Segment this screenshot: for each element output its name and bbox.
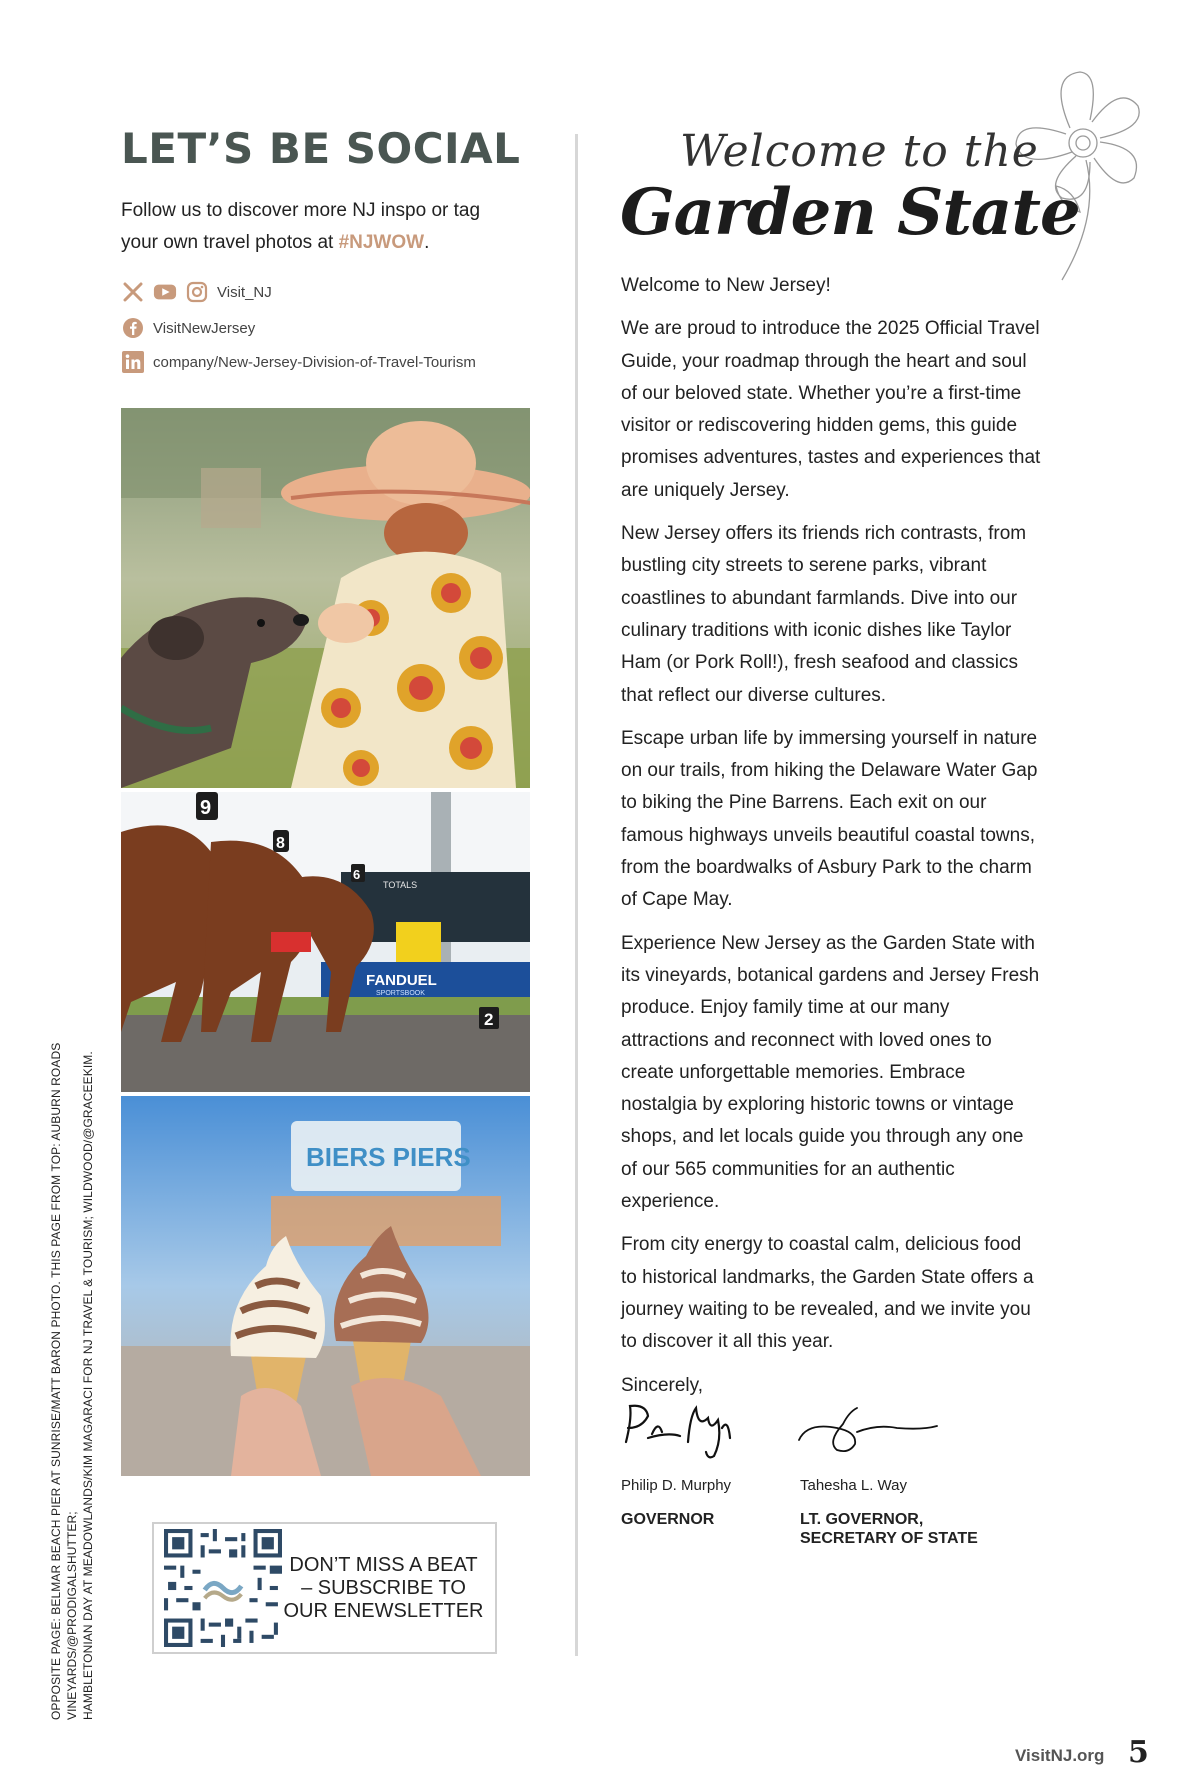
photo-harness-racing — [121, 792, 530, 1092]
horse-number-9: 9 — [200, 797, 212, 819]
instagram-icon[interactable] — [185, 280, 209, 304]
newsletter-subscribe-box[interactable] — [152, 1522, 497, 1654]
horse-number-8: 8 — [276, 835, 285, 852]
social-intro-text: Follow us to discover more NJ inspo or tag your own travel photos at — [121, 200, 481, 253]
photo-credit — [48, 880, 96, 1720]
signatory-title-line-1: LT. GOVERNOR, — [800, 1511, 924, 1528]
signatory-title-line-2: SECRETARY OF STATE — [800, 1530, 978, 1547]
signatory-name: Tahesha L. Way — [800, 1477, 907, 1494]
letter-closing: Sincerely, — [621, 1374, 704, 1396]
facebook-handle[interactable]: VisitNewJersey — [153, 319, 256, 337]
linkedin-handle[interactable]: company/New-Jersey-Division-of-Travel-Tourism — [153, 353, 476, 371]
totals-sign: TOTALS — [383, 880, 418, 890]
garden-state-title: Garden State — [620, 175, 1080, 250]
page-number: 5 — [1128, 1735, 1149, 1770]
way-signature — [797, 1402, 947, 1458]
fanduel-sign: FANDUEL — [366, 972, 437, 989]
column-divider — [575, 134, 578, 1656]
fanduel-sub-sign: SPORTSBOOK — [376, 990, 425, 997]
x-icon[interactable] — [121, 280, 145, 304]
photo-credit-line-2: HAMBLETONIAN DAY AT MEADOWLANDS/KIM MAGARACI FOR NJ TRAVEL & TOURISM; WILDWOOD/@GRACEEKIM. — [81, 1051, 95, 1720]
letter-paragraph: We are proud to introduce the 2025 Official Travel Guide, your roadmap through the heart and soul of our beloved state. Whether you’re a first-time visitor or rediscovering hidden gems, this guide promises adventures, tastes and experiences that are uniquely Jersey. — [621, 318, 1041, 501]
biers-piers-sign: BIERS PIERS — [306, 1142, 471, 1172]
social-intro-end: . — [424, 232, 430, 253]
letter-paragraph: Experience New Jersey as the Garden State with its vineyards, botanical gardens and Jersey Fresh produce. Enjoy family time at our many attractions and reconnect with loved ones to create unforgettable memories. Embrace nostalgia by exploring historic towns or vintage shops, and let locals guide you through any one of our 565 communities for an authentic experience. — [621, 932, 1040, 1213]
linkedin-icon[interactable] — [121, 350, 145, 374]
hashtag-link[interactable]: #NJWOW — [338, 232, 425, 253]
social-row-visit-nj[interactable] — [121, 280, 272, 304]
facebook-icon[interactable] — [121, 316, 145, 340]
photo-ice-cream-cones — [121, 1096, 530, 1476]
social-intro — [121, 195, 501, 259]
instagram-handle[interactable]: Visit_NJ — [217, 283, 272, 301]
letter-greeting: Welcome to New Jersey! — [621, 275, 831, 296]
welcome-letter — [621, 270, 1041, 1413]
horse-number-6: 6 — [353, 867, 361, 882]
murphy-signature — [618, 1398, 748, 1462]
social-heading: LET’S BE SOCIAL — [121, 124, 521, 173]
photo-child-with-dog — [121, 408, 530, 788]
welcome-script-heading: Welcome to the — [680, 126, 1039, 177]
newsletter-cta-text[interactable]: DON’T MISS A BEAT – SUBSCRIBE TO OUR ENEWSLETTER — [283, 1553, 484, 1622]
social-row-facebook[interactable] — [121, 316, 255, 340]
horse-number-2: 2 — [484, 1010, 494, 1029]
youtube-icon[interactable] — [153, 280, 177, 304]
letter-paragraph: Escape urban life by immersing yourself in nature on our trails, from hiking the Delaware Water Gap to biking the Pine Barrens. Each exit on our famous highways unveils beautiful coastal towns, from the boardwalks of Asbury Park to the charm of Cape May. — [621, 727, 1038, 911]
signatory-title: GOVERNOR — [621, 1511, 715, 1528]
signatory-name: Philip D. Murphy — [621, 1477, 732, 1494]
signatory-title — [800, 1510, 978, 1548]
signatory-way — [800, 1477, 978, 1548]
letter-paragraph: New Jersey offers its friends rich contrasts, from bustling city streets to serene parks, vibrant coastlines to abundant farmlands. Dive into our culinary traditions with iconic dishes like Taylor Ham (or Pork Roll!), fresh seafood and classics that reflect our diverse cultures. — [621, 523, 1027, 706]
photo-credit-line-1: OPPOSITE PAGE: BELMAR BEACH PIER AT SUNRISE/MATT BARON PHOTO. THIS PAGE FROM TOP: AUBURN ROADS VINEYARDS/@PRODIGALSHUTTER; — [49, 1042, 79, 1720]
letter-paragraph: From city energy to coastal calm, delicious food to historical landmarks, the Garden State offers a journey waiting to be revealed, and we invite you to discover it all this year. — [621, 1234, 1034, 1353]
qr-code-icon[interactable] — [164, 1529, 282, 1647]
signatory-murphy — [621, 1477, 731, 1529]
social-row-linkedin[interactable] — [121, 350, 476, 374]
footer-website-link[interactable]: VisitNJ.org — [1015, 1746, 1105, 1765]
